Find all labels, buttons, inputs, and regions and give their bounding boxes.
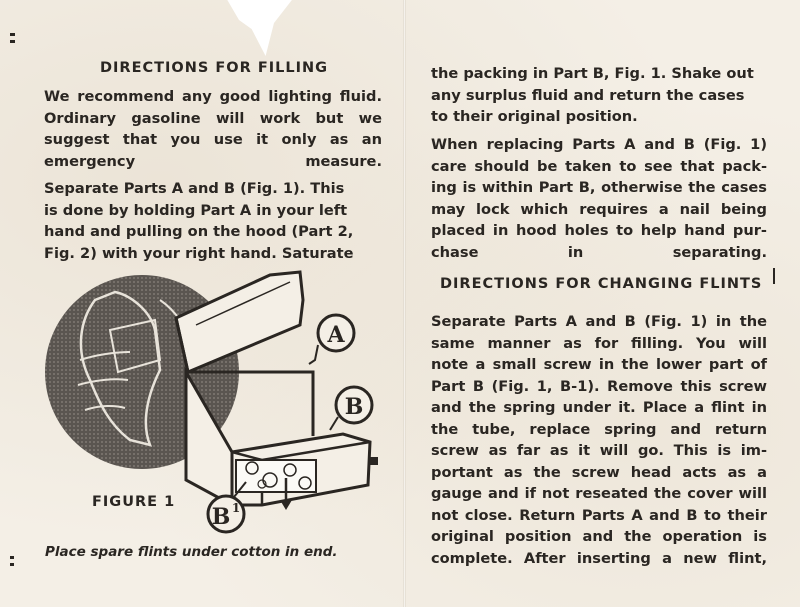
text-line: may lock which requires a nail being bbox=[431, 200, 767, 218]
text-line: ing is within Part B, otherwise the cases bbox=[431, 179, 767, 196]
text-line: chase in separating. bbox=[431, 243, 767, 261]
text-line: screw as far as it will go. This is im- bbox=[431, 442, 767, 459]
text-line: note a small screw in the lower part of bbox=[431, 356, 767, 373]
text-line: any surplus fluid and return the cases bbox=[431, 86, 745, 104]
text-line: care should be taken to see that pack- bbox=[431, 157, 767, 175]
filling-heading: DIRECTIONS FOR FILLING bbox=[100, 60, 329, 76]
text-line: portant as the screw head acts as a bbox=[431, 463, 767, 481]
text-line: to their original position. bbox=[431, 108, 638, 125]
text-line: Separate Parts A and B (Fig. 1) in the bbox=[431, 313, 767, 330]
text-line: same manner as for filling. You will bbox=[431, 334, 767, 352]
text-line: We recommend any good lighting fluid. bbox=[44, 88, 382, 105]
callout-b bbox=[330, 387, 372, 430]
text-line: placed in hood holes to help hand pur- bbox=[431, 222, 767, 239]
text-line: gauge and if not reseated the cover will bbox=[431, 485, 767, 502]
changing-flints-heading: DIRECTIONS FOR CHANGING FLINTS bbox=[440, 276, 763, 292]
text-line: the packing in Part B, Fig. 1. Shake out bbox=[431, 65, 754, 82]
text-line: Fig. 2) with your right hand. Saturate bbox=[44, 244, 354, 262]
text-line: suggest that you use it only as an bbox=[44, 131, 382, 148]
changing-flints-paragraph bbox=[431, 311, 767, 569]
callout-b-letter: B bbox=[344, 394, 364, 420]
figure-1-label: FIGURE 1 bbox=[92, 494, 176, 510]
callout-a-letter: A bbox=[327, 322, 345, 348]
text-line: and the spring under it. Place a flint in bbox=[431, 399, 767, 416]
spare-flints-caption: Place spare flints under cotton in end. bbox=[45, 544, 338, 560]
text-line: not close. Return Parts A and B to their bbox=[431, 506, 767, 524]
text-line: hand and pulling on the hood (Part 2, bbox=[44, 223, 354, 240]
text-line: complete. After inserting a new flint, bbox=[431, 549, 767, 567]
text-line: Part B (Fig. 1, B-1). Remove this screw bbox=[431, 377, 767, 395]
filling-continued-paragraph bbox=[431, 63, 767, 128]
callout-b1-letter: B bbox=[211, 504, 231, 530]
text-line: the tube, replace spring and return bbox=[431, 420, 767, 438]
lighter-part-a-hood bbox=[176, 272, 303, 372]
text-line: When replacing Parts A and B (Fig. 1) bbox=[431, 136, 767, 153]
text-line: emergency measure. bbox=[44, 152, 382, 170]
callout-a bbox=[309, 315, 354, 364]
text-line: Separate Parts A and B (Fig. 1). This bbox=[44, 180, 345, 197]
callout-b1-superscript: 1 bbox=[231, 501, 241, 515]
replacing-parts-paragraph bbox=[431, 134, 767, 263]
text-line: is done by holding Part A in your left bbox=[44, 201, 348, 219]
text-line: original position and the operation is bbox=[431, 528, 767, 545]
text-line: Ordinary gasoline will work but we bbox=[44, 109, 382, 127]
